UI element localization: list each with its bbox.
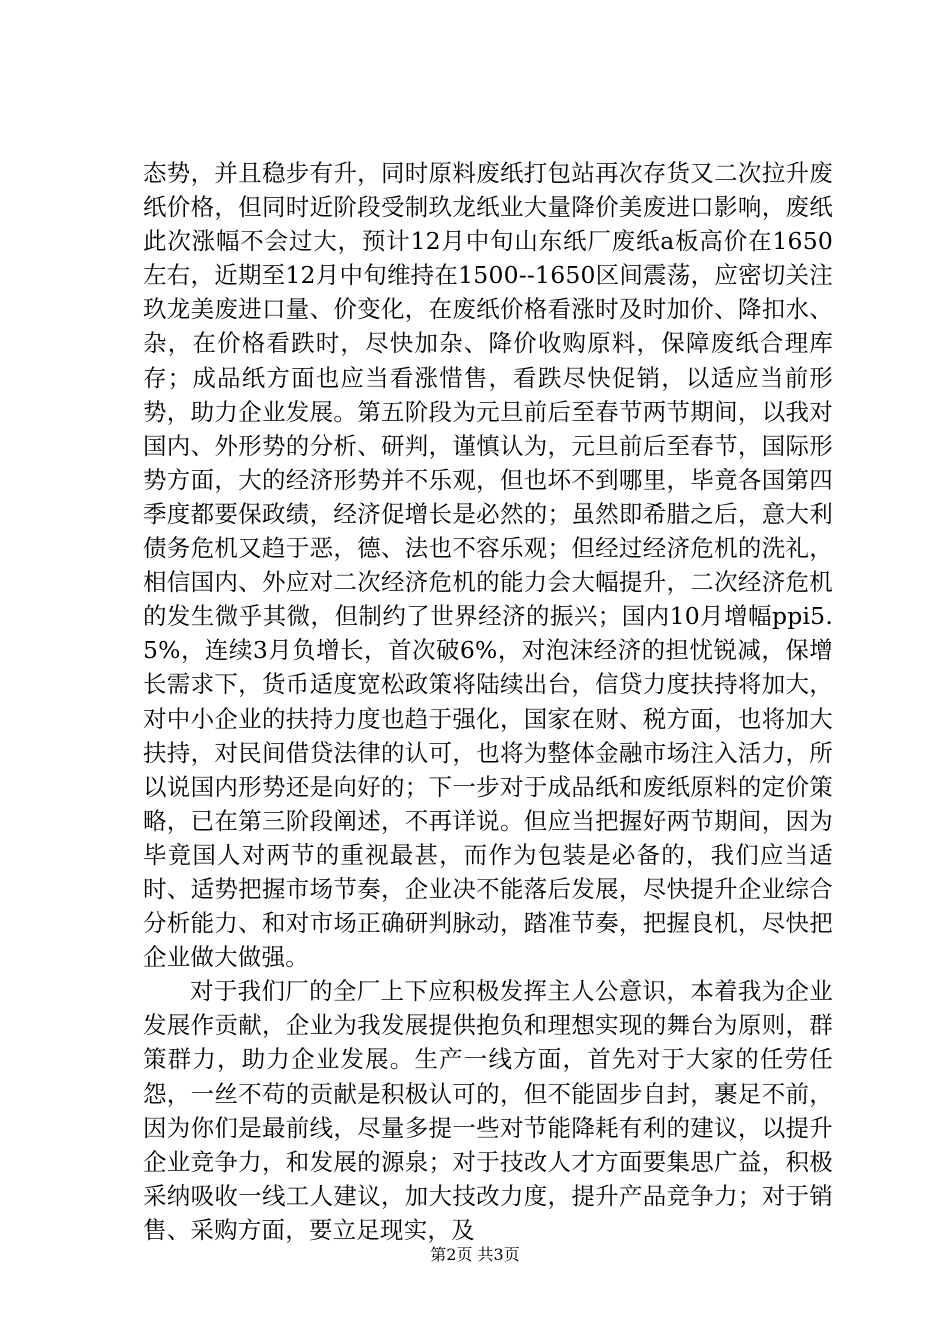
paragraph-factory-recommendations: 对于我们厂的全厂上下应积极发挥主人公意识，本着我为企业发展作贡献，企业为我发展提供抱负和理想实现的舞台为原则，群策群力，助力企业发展。生产一线方面，首先对于大家的任劳任怨，一丝不苟的贡献是积极认可的，但不能固步自封，裹足不前，因为你们是最前线，尽量多提一些对节能降耗有利的建议，以提升企业竞争力，和发展的源泉；对于技改人才方面要集思广益，积极采纳吸收一线工人建议，加大技改力度，提升产品竞争力；对于销售、采购方面，要立足现实，及 [143, 977, 833, 1244]
page-footer: 第2页 共3页 [430, 1245, 520, 1264]
document-body [143, 156, 833, 1247]
paragraph-continuation: 态势，并且稳步有升，同时原料废纸打包站再次存货又二次拉升废纸价格，但同时近阶段受制玖龙纸业大量降价美废进口影响，废纸此次涨幅不会过大，预计12月中旬山东纸厂废纸a板高价在1650左右，近期至12月中旬维持在1500--1650区间震荡，应密切关注玖龙美废进口量、价变化，在废纸价格看涨时及时加价、降扣水、杂，在价格看跌时，尽快加杂、降价收购原料，保障废纸合理库存；成品纸方面也应当看涨惜售，看跌尽快促销，以适应当前形势，助力企业发展。第五阶段为元旦前后至春节两节期间，以我对国内、外形势的分析、研判，谨慎认为，元旦前后至春节，国际形势方面，大的经济形势并不乐观，但也坏不到哪里，毕竟各国第四季度都要保政绩，经济促增长是必然的；虽然即希腊之后，意大利债务危机又趋于恶，德、法也不容乐观；但经过经济危机的洗礼，相信国内、外应对二次经济危机的能力会大幅提升，二次经济危机的发生微乎其微，但制约了世界经济的振兴；国内10月增幅ppi5.5%，连续3月负增长，首次破6%，对泡沫经济的担忧锐减，保增长需求下，货币适度宽松政策将陆续出台，信贷力度扶持将加大，对中小企业的扶持力度也趋于强化，国家在财、税方面，也将加大扶持，对民间借贷法律的认可，也将为整体金融市场注入活力，所以说国内形势还是向好的；下一步对于成品纸和废纸原料的定价策略，已在第三阶段阐述，不再详说。但应当把握好两节期间，因为毕竟国人对两节的重视最甚，而作为包装是必备的，我们应当适时、适势把握市场节奏，企业决不能落后发展，尽快提升企业综合分析能力、和对市场正确研判脉动，踏准节奏，把握良机，尽快把企业做大做强。 [143, 159, 833, 972]
